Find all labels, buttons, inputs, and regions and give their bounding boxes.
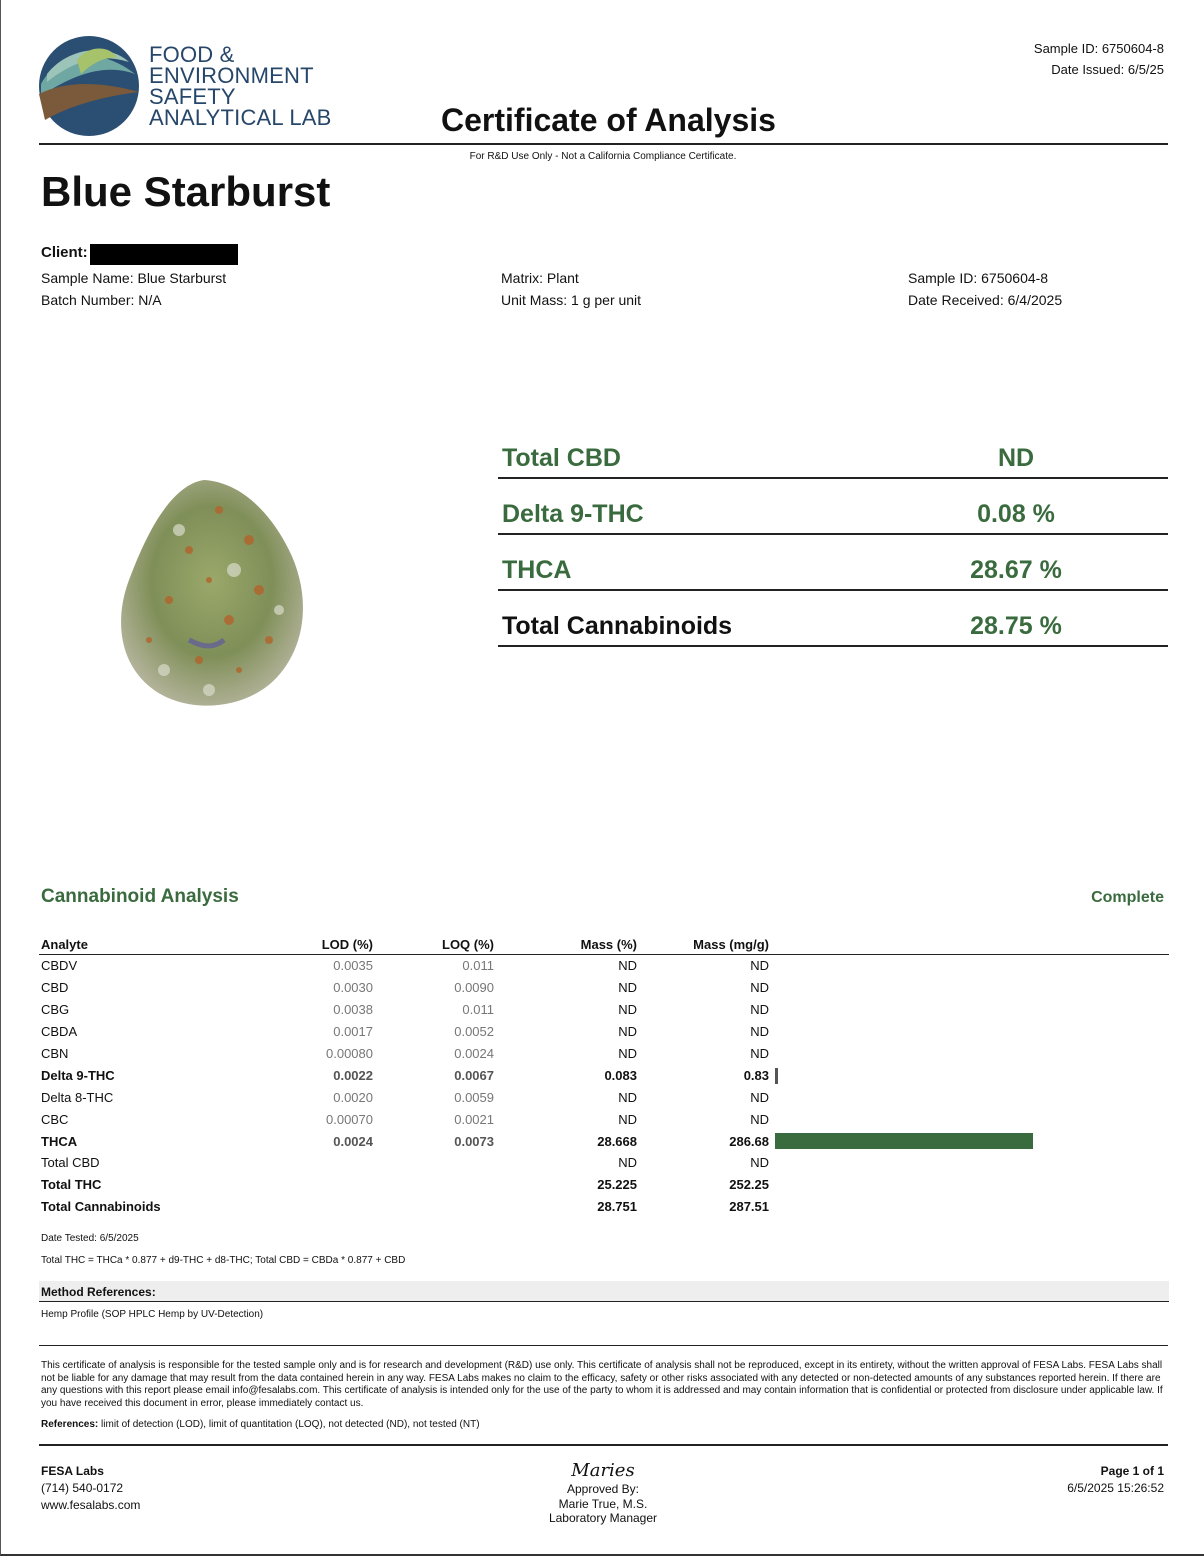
mass-mg-cell: ND <box>750 1111 769 1127</box>
analyte-cell: CBC <box>41 1111 69 1127</box>
references <box>41 1419 480 1430</box>
document-title: Certificate of Analysis <box>441 102 776 138</box>
mass-pct-cell: ND <box>618 980 637 996</box>
summary-label: Total CBD <box>502 444 621 472</box>
summary-value: 28.67 % <box>970 556 1062 584</box>
lab-logo-icon <box>37 34 141 138</box>
product-photo <box>109 470 319 720</box>
table-row <box>39 1086 1169 1108</box>
table-row <box>39 1064 1169 1086</box>
lod-cell: 0.0024 <box>333 1133 373 1149</box>
matrix: Matrix: Plant <box>501 270 579 286</box>
summary-value: ND <box>997 444 1035 472</box>
summary-value: 0.08 % <box>977 500 1055 528</box>
analyte-cell: Delta 9-THC <box>41 1067 115 1083</box>
col-lod: LOD (%) <box>239 934 379 955</box>
col-mass-pct: Mass (%) <box>500 934 643 955</box>
loq-cell: 0.0090 <box>454 980 494 996</box>
header-date-issued: Date Issued: 6/5/25 <box>1051 62 1164 77</box>
col-mass-mg: Mass (mg/g) <box>643 934 775 955</box>
table-row <box>39 1043 1169 1065</box>
company-website: www.fesalabs.com <box>41 1498 141 1512</box>
analyte-cell: Total Cannabinoids <box>41 1199 161 1215</box>
sample-name: Sample Name: Blue Starburst <box>41 270 227 286</box>
analyte-cell: CBD <box>41 980 69 996</box>
table-row <box>39 1152 1169 1174</box>
summary-value: 28.75 % <box>970 612 1062 640</box>
mass-pct-cell: ND <box>618 1046 637 1061</box>
sample-info-left <box>41 267 226 311</box>
bar-cell <box>775 1196 1169 1218</box>
references-text: limit of detection (LOD), limit of quantitation (LOQ), not detected (ND), not tested (NT) <box>98 1419 480 1430</box>
mass-mg-cell: 287.51 <box>729 1199 769 1215</box>
table-header-row <box>39 934 1169 955</box>
summary-label: Delta 9-THC <box>502 500 644 528</box>
lod-cell <box>239 1152 379 1174</box>
lod-cell: 0.0038 <box>333 1002 373 1018</box>
analyte-cell: Total CBD <box>41 1155 100 1171</box>
mass-pct-cell: ND <box>618 1002 637 1018</box>
loq-cell: 0.0059 <box>454 1089 494 1105</box>
bar-cell <box>775 999 1169 1021</box>
loq-cell <box>379 1196 500 1218</box>
report-timestamp: 6/5/2025 15:26:52 <box>1067 1481 1164 1495</box>
mass-mg-cell: 286.68 <box>729 1133 769 1149</box>
loq-cell: 0.011 <box>462 1002 494 1018</box>
header-sample-id: Sample ID: 6750604-8 <box>1033 41 1164 56</box>
bar-cell <box>775 1174 1169 1196</box>
sample-info-right <box>908 267 1062 311</box>
loq-cell <box>379 1152 500 1174</box>
date-received: Date Received: 6/4/2025 <box>908 292 1063 308</box>
disclaimer-divider <box>39 1345 1168 1346</box>
mass-mg-cell: ND <box>750 1155 769 1171</box>
mass-pct-cell: 0.083 <box>604 1067 637 1083</box>
references-label: References: <box>41 1419 99 1430</box>
table-row <box>39 1174 1169 1196</box>
product-name: Blue Starburst <box>41 168 331 215</box>
approver-name: Marie True, M.S. <box>558 1496 648 1511</box>
mass-mg-cell: ND <box>750 1089 769 1105</box>
lod-cell: 0.0035 <box>333 958 373 974</box>
company-phone: (714) 540-0172 <box>41 1481 124 1495</box>
bar-cell <box>775 1086 1169 1108</box>
mass-mg-cell: ND <box>750 1002 769 1018</box>
col-analyte: Analyte <box>39 934 239 955</box>
analyte-cell: Delta 8-THC <box>41 1089 114 1105</box>
mass-pct-cell: 25.225 <box>597 1177 637 1193</box>
cannabinoid-table <box>39 934 1169 1218</box>
mass-pct-cell: ND <box>618 1024 637 1040</box>
table-row <box>39 955 1169 977</box>
logo-line: SAFETY <box>149 84 236 109</box>
footer-approval <box>1 1460 1204 1526</box>
analysis-title: Cannabinoid Analysis <box>41 886 239 907</box>
bar-cell <box>775 1152 1169 1174</box>
lod-cell <box>239 1196 379 1218</box>
company-name: FESA Labs <box>41 1464 104 1478</box>
lab-logo-text <box>149 44 332 128</box>
bar-cell <box>775 1064 1169 1086</box>
loq-cell: 0.0052 <box>454 1024 494 1040</box>
mass-bar <box>775 1068 778 1084</box>
col-bar <box>775 934 1169 955</box>
mass-pct-cell: ND <box>618 958 637 974</box>
col-loq: LOQ (%) <box>379 934 500 955</box>
total-formula: Total THC = THCa * 0.877 + d9-THC + d8-THC; Total CBD = CBDa * 0.877 + CBD <box>41 1255 406 1266</box>
footer-page-info <box>1067 1463 1164 1497</box>
date-tested: Date Tested: 6/5/2025 <box>41 1233 139 1244</box>
lod-cell <box>239 1174 379 1196</box>
table-body <box>39 955 1169 1218</box>
loq-cell: 0.0024 <box>454 1046 494 1061</box>
bar-cell <box>775 977 1169 999</box>
mass-mg-cell: ND <box>750 1024 769 1040</box>
mass-pct-cell: ND <box>618 1089 637 1105</box>
analyte-cell: CBDA <box>41 1024 78 1040</box>
mass-mg-cell: ND <box>750 980 769 996</box>
lod-cell: 0.00070 <box>326 1111 373 1127</box>
mass-mg-cell: 252.25 <box>729 1177 769 1193</box>
table-row <box>39 1196 1169 1218</box>
unit-mass: Unit Mass: 1 g per unit <box>501 292 642 308</box>
method-references-heading <box>39 1281 1169 1302</box>
mass-mg-cell: ND <box>750 1046 769 1061</box>
analyte-cell: CBG <box>41 1002 70 1018</box>
bar-cell <box>775 955 1169 977</box>
table-row <box>39 999 1169 1021</box>
approved-by-label: Approved By: <box>566 1482 640 1496</box>
mass-mg-cell: 0.83 <box>743 1067 769 1083</box>
footer-divider <box>39 1444 1168 1446</box>
analysis-status: Complete <box>1091 889 1164 906</box>
bar-cell <box>775 1108 1169 1130</box>
mass-pct-cell: 28.751 <box>597 1199 637 1215</box>
table-row <box>39 1130 1169 1152</box>
method-reference: Hemp Profile (SOP HPLC Hemp by UV-Detection) <box>41 1309 264 1320</box>
lod-cell: 0.0022 <box>333 1067 373 1083</box>
summary-total-cbd <box>498 423 1168 479</box>
mass-pct-cell: 28.668 <box>597 1133 637 1149</box>
table-row <box>39 977 1169 999</box>
mass-pct-cell: ND <box>618 1155 637 1171</box>
mass-pct-cell: ND <box>618 1111 637 1127</box>
analyte-cell: Total THC <box>41 1177 102 1193</box>
analyte-cell: THCA <box>41 1133 78 1149</box>
table-row <box>39 1021 1169 1043</box>
signature: Maries <box>571 1460 635 1481</box>
bar-cell <box>775 1021 1169 1043</box>
approver-title: Laboratory Manager <box>548 1511 658 1525</box>
logo-line: ANALYTICAL LAB <box>149 105 332 130</box>
lod-cell: 0.0030 <box>333 980 373 996</box>
batch-number: Batch Number: N/A <box>41 292 162 308</box>
method-heading-text: Method References: <box>41 1285 156 1299</box>
logo-line: ENVIRONMENT <box>149 63 314 88</box>
summary-thca <box>498 535 1168 591</box>
analyte-cell: CBN <box>41 1046 69 1061</box>
loq-cell: 0.0067 <box>454 1067 494 1083</box>
header-divider <box>39 143 1168 145</box>
loq-cell: 0.011 <box>462 958 494 974</box>
mass-mg-cell: ND <box>750 958 769 974</box>
sample-id: Sample ID: 6750604-8 <box>908 270 1049 286</box>
disclaimer-text: This certificate of analysis is responsible for the tested sample only and is for research and development (R&D) use only. This certificate of analysis shall not be reproduced, except in its entirety, without the written approval of FESA Labs. FESA Labs shall not be liable for any damage that may result from the data contained herein in any way. FESA Labs makes no claim to the efficacy, safety or other risks associated with any detected or non-detected amounts of any substances reported herein. If there are any questions with this report please email info@fesalabs.com. This certificate of analysis is intended only for the use of the party to whom it is addressed and may contain information that is confidential or protected from disclosure under applicable law. If you have received this document in error, please immediately contact us. <box>41 1360 1163 1409</box>
client-redaction <box>90 244 238 265</box>
summary-label: THCA <box>502 556 572 584</box>
mass-bar <box>775 1133 1033 1149</box>
lod-cell: 0.0020 <box>333 1089 373 1105</box>
analyte-cell: CBDV <box>41 958 78 974</box>
page-number: Page 1 of 1 <box>1100 1464 1164 1478</box>
logo-line: FOOD & <box>149 42 235 67</box>
summary-label: Total Cannabinoids <box>502 612 733 640</box>
rnd-notice: For R&D Use Only - Not a California Compliance Certificate. <box>469 151 737 162</box>
loq-cell: 0.0073 <box>454 1133 494 1149</box>
header-meta <box>1034 38 1164 80</box>
bar-cell <box>775 1043 1169 1065</box>
summary-total-cannabinoids <box>498 591 1168 647</box>
bar-cell <box>775 1130 1169 1152</box>
client-label: Client: <box>41 244 88 261</box>
loq-cell: 0.0021 <box>454 1111 494 1127</box>
lod-cell: 0.00080 <box>326 1046 373 1061</box>
table-row <box>39 1108 1169 1130</box>
summary-delta9-thc <box>498 479 1168 535</box>
lod-cell: 0.0017 <box>333 1024 373 1040</box>
loq-cell <box>379 1174 500 1196</box>
sample-info-middle <box>501 267 641 311</box>
